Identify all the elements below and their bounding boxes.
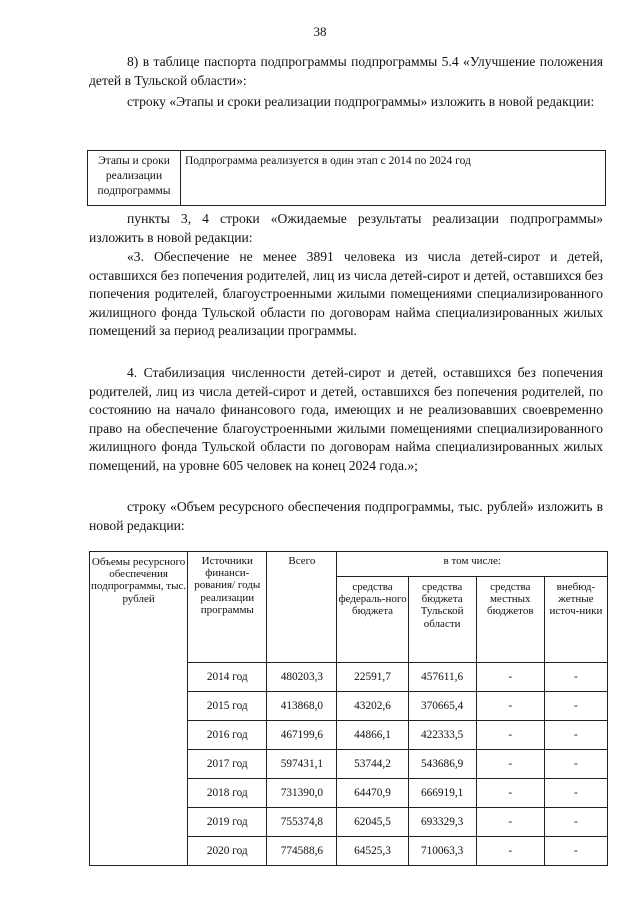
results-instruction: пункты 3, 4 строки «Ожидаемые результаты реализации подпрограммы» изложить в новой редакции: bbox=[89, 211, 603, 245]
col-header-sources: Источники финанси-рования/ годы реализации программы bbox=[188, 552, 267, 663]
federal-cell: 64470,9 bbox=[337, 779, 408, 808]
expected-result-point-4: 4. Стабилизация численности детей-сирот и детей, оставшихся без попечения родителей, лиц из числа детей-сирот и детей, оставшихся без попечения родителей, по состоянию на начало финансового года, имеющих и не реализовавших своевременно право на обеспечение благоустроенными жилыми помещениями специализированного жилищного фонда Тульской области по договорам найма специализированных жилых помещений, на уровне 605 человек на конец 2024 года.»; bbox=[89, 365, 603, 473]
year-cell: 2015 год bbox=[188, 692, 267, 721]
year-cell: 2017 год bbox=[188, 750, 267, 779]
local-cell: - bbox=[476, 663, 544, 692]
col-header-total: Всего bbox=[267, 552, 337, 663]
total-cell: 731390,0 bbox=[267, 779, 337, 808]
col-header-regional: средства бюджета Тульской области bbox=[408, 577, 476, 663]
stages-instruction: строку «Этапы и сроки реализации подпрограммы» изложить в новой редакции: bbox=[127, 94, 595, 109]
stage-table-value: Подпрограмма реализуется в один этап с 2014 по 2024 год bbox=[181, 151, 606, 206]
regional-cell: 710063,3 bbox=[408, 837, 476, 866]
local-cell: - bbox=[476, 721, 544, 750]
year-cell: 2019 год bbox=[188, 808, 267, 837]
col-header-extra: внебюд-жетные источ-ники bbox=[544, 577, 607, 663]
federal-cell: 64525,3 bbox=[337, 837, 408, 866]
extra-cell: - bbox=[544, 808, 607, 837]
col-header-local: средства местных бюджетов bbox=[476, 577, 544, 663]
regional-cell: 666919,1 bbox=[408, 779, 476, 808]
federal-cell: 53744,2 bbox=[337, 750, 408, 779]
extra-cell: - bbox=[544, 779, 607, 808]
federal-cell: 44866,1 bbox=[337, 721, 408, 750]
page-number: 38 bbox=[313, 24, 327, 39]
local-cell: - bbox=[476, 808, 544, 837]
total-cell: 467199,6 bbox=[267, 721, 337, 750]
federal-cell: 43202,6 bbox=[337, 692, 408, 721]
funding-table bbox=[89, 551, 608, 866]
funding-instruction: строку «Объем ресурсного обеспечения подпрограммы, тыс. рублей» изложить в новой редакции: bbox=[89, 499, 603, 533]
total-cell: 597431,1 bbox=[267, 750, 337, 779]
local-cell: - bbox=[476, 692, 544, 721]
extra-cell: - bbox=[544, 721, 607, 750]
regional-cell: 543686,9 bbox=[408, 750, 476, 779]
extra-cell: - bbox=[544, 750, 607, 779]
col-header-federal: средства федераль-ного бюджета bbox=[337, 577, 408, 663]
extra-cell: - bbox=[544, 663, 607, 692]
regional-cell: 693329,3 bbox=[408, 808, 476, 837]
year-cell: 2018 год bbox=[188, 779, 267, 808]
year-cell: 2014 год bbox=[188, 663, 267, 692]
federal-cell: 22591,7 bbox=[337, 663, 408, 692]
extra-cell: - bbox=[544, 692, 607, 721]
local-cell: - bbox=[476, 750, 544, 779]
expected-result-point-3: «3. Обеспечение не менее 3891 человека из числа детей-сирот и детей, оставшихся без попечения родителей, лиц из числа детей-сирот и детей, оставшихся без попечения родителей, благоустроенными жилыми помещениями специализированного жилищного фонда Тульской области по договорам найма специализированных жилых помещений за период реализации программы. bbox=[89, 249, 603, 339]
regional-cell: 457611,6 bbox=[408, 663, 476, 692]
total-cell: 413868,0 bbox=[267, 692, 337, 721]
stage-table-label: Этапы и сроки реализации подпрограммы bbox=[88, 151, 181, 206]
extra-cell: - bbox=[544, 837, 607, 866]
stage-table bbox=[87, 150, 606, 206]
federal-cell: 62045,5 bbox=[337, 808, 408, 837]
total-cell: 755374,8 bbox=[267, 808, 337, 837]
funding-row-header: Объемы ресурсного обеспечения подпрограммы, тыс. рублей bbox=[90, 552, 188, 866]
year-cell: 2016 год bbox=[188, 721, 267, 750]
local-cell: - bbox=[476, 837, 544, 866]
local-cell: - bbox=[476, 779, 544, 808]
item8-intro: 8) в таблице паспорта подпрограммы подпрограммы 5.4 «Улучшение положения детей в Тульской области»: bbox=[89, 54, 603, 88]
regional-cell: 422333,5 bbox=[408, 721, 476, 750]
year-cell: 2020 год bbox=[188, 837, 267, 866]
total-cell: 774588,6 bbox=[267, 837, 337, 866]
regional-cell: 370665,4 bbox=[408, 692, 476, 721]
total-cell: 480203,3 bbox=[267, 663, 337, 692]
col-header-including: в том числе: bbox=[337, 552, 608, 577]
